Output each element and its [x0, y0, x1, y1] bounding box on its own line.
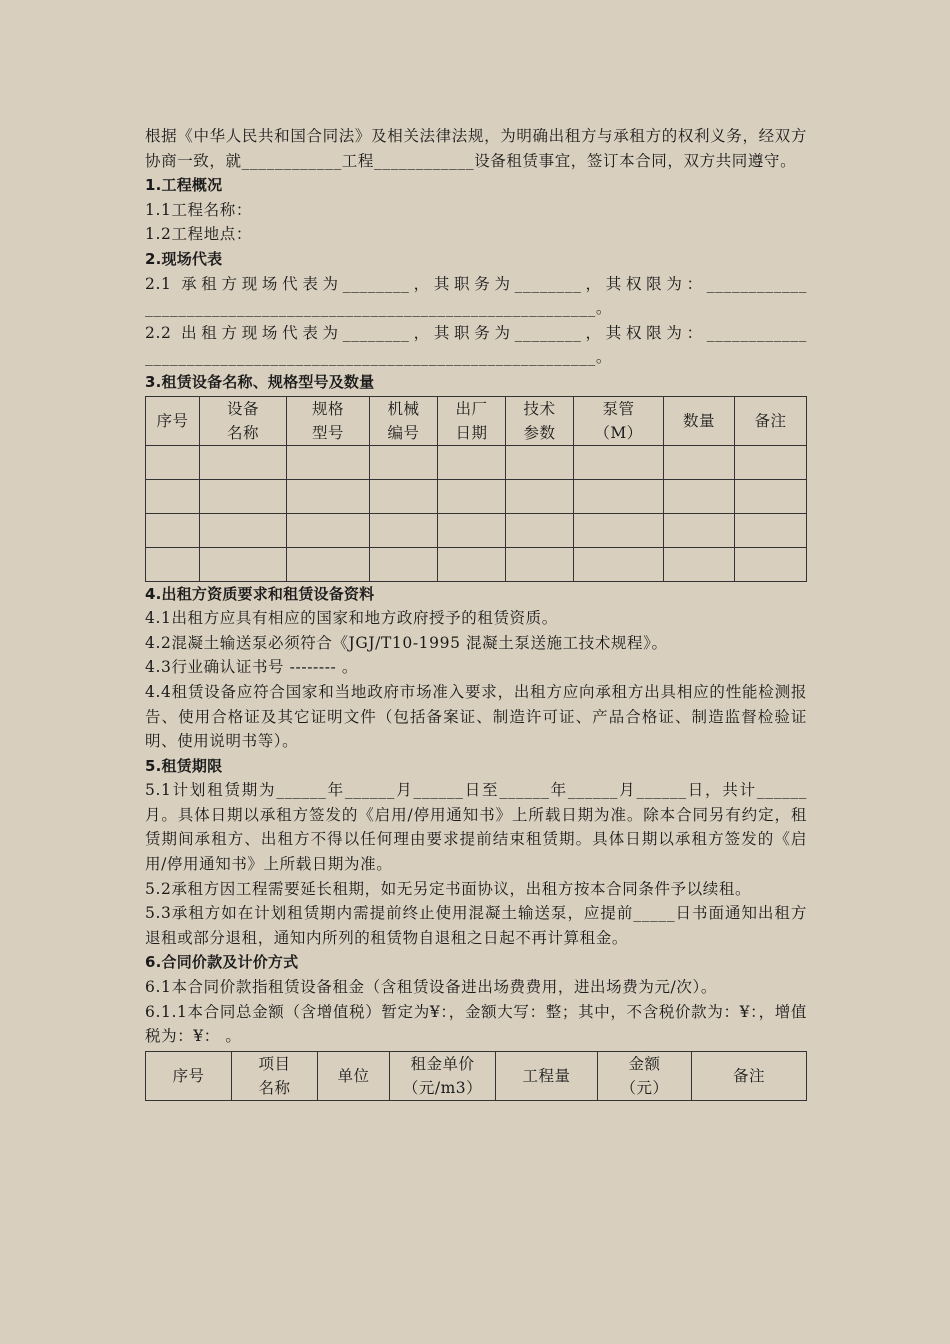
clause-6-1: 6.1本合同价款指租赁设备租金（含租赁设备进出场费费用，进出场费为元/次）。	[145, 978, 717, 997]
price-table-header	[146, 1051, 807, 1100]
table-row	[146, 445, 807, 479]
section-5-title: 5.租赁期限	[145, 756, 223, 775]
intro-paragraph: 根据《中华人民共和国合同法》及相关法律法规，为明确出租方与承租方的权利义务，经双方协商一致，就____________工程____________设备租赁事宜，签订本合同，双方共同遵守。	[145, 127, 807, 170]
table-row	[146, 513, 807, 547]
project-name-line: 1.1工程名称：	[145, 200, 252, 219]
clause-4-4: 4.4租赁设备应符合国家和当地政府市场准入要求，出租方应向承租方出具相应的性能检测报告、使用合格证及其它证明文件（包括备案证、制造许可证、产品合格证、制造监督检验证明、使用说明书等）。	[145, 682, 807, 751]
header-cell: 技术 参数	[506, 396, 574, 445]
header-cell: 泵管 （M）	[574, 396, 664, 445]
header-cell: 数量	[664, 396, 735, 445]
clause-4-1: 4.1出租方应具有相应的国家和地方政府授予的租赁资质。	[145, 609, 558, 628]
clause-5-2: 5.2承租方因工程需要延长租期，如无另定书面协议，出租方按本合同条件予以续租。	[145, 879, 752, 898]
header-cell: 备注	[692, 1051, 807, 1100]
lessor-rep-line-a: 2.2 出租方现场代表为________，其职务为________，其权限为：____________	[145, 323, 807, 342]
section-3-title: 3.租赁设备名称、规格型号及数量	[145, 372, 375, 391]
lessee-rep-line-b: ______________________________________________________。	[145, 299, 612, 318]
header-cell: 设备 名称	[200, 396, 287, 445]
header-cell: 序号	[146, 396, 200, 445]
header-cell: 规格 型号	[287, 396, 370, 445]
contract-page	[145, 124, 807, 1101]
equipment-table-header	[146, 396, 807, 445]
header-cell: 工程量	[496, 1051, 598, 1100]
lessor-rep-line-b: ______________________________________________________。	[145, 348, 612, 367]
section-1-title: 1.工程概况	[145, 176, 223, 195]
clause-6-1-1: 6.1.1本合同总金额（含增值税）暂定为¥：，金额大写：整；其中，不含税价款为：¥：，增值税为：¥： 。	[145, 1002, 807, 1046]
clause-4-2: 4.2混凝土输送泵必须符合《JGJ/T10-1995 混凝土泵送施工技术规程》。	[145, 633, 668, 652]
header-cell: 租金单价 （元/m3）	[390, 1051, 496, 1100]
clause-5-3: 5.3承租方如在计划租赁期内需提前终止使用混凝土输送泵，应提前_____日书面通知出租方退租或部分退租，通知内所列的租赁物自退租之日起不再计算租金。	[145, 904, 807, 947]
section-2-title: 2.现场代表	[145, 249, 223, 268]
lessee-rep-line-a: 2.1 承租方现场代表为________，其职务为________，其权限为：____________	[145, 274, 807, 293]
header-cell: 金额 （元）	[598, 1051, 692, 1100]
equipment-table	[145, 396, 807, 582]
project-location-line: 1.2工程地点：	[145, 225, 252, 244]
section-4-title: 4.出租方资质要求和租赁设备资料	[145, 584, 375, 603]
price-table	[145, 1051, 807, 1101]
header-cell: 序号	[146, 1051, 232, 1100]
section-6-title: 6.合同价款及计价方式	[145, 953, 299, 972]
table-row	[146, 547, 807, 581]
header-cell: 出厂 日期	[438, 396, 506, 445]
header-cell: 备注	[735, 396, 807, 445]
clause-4-3: 4.3行业确认证书号 -------- 。	[145, 658, 359, 677]
header-cell: 单位	[318, 1051, 390, 1100]
table-row	[146, 479, 807, 513]
header-cell: 项目 名称	[232, 1051, 318, 1100]
header-cell: 机械 编号	[370, 396, 438, 445]
clause-5-1: 5.1计划租赁期为______年______月______日至______年______月______日，共计______月。具体日期以承租方签发的《启用/停用通知书》上所载日期为准。除本合同另有约定，租赁期间承租方、出租方不得以任何理由要求提前结束租赁期。具体日期以承租方签发的《启用/停用通知书》上所载日期为准。	[145, 781, 807, 874]
